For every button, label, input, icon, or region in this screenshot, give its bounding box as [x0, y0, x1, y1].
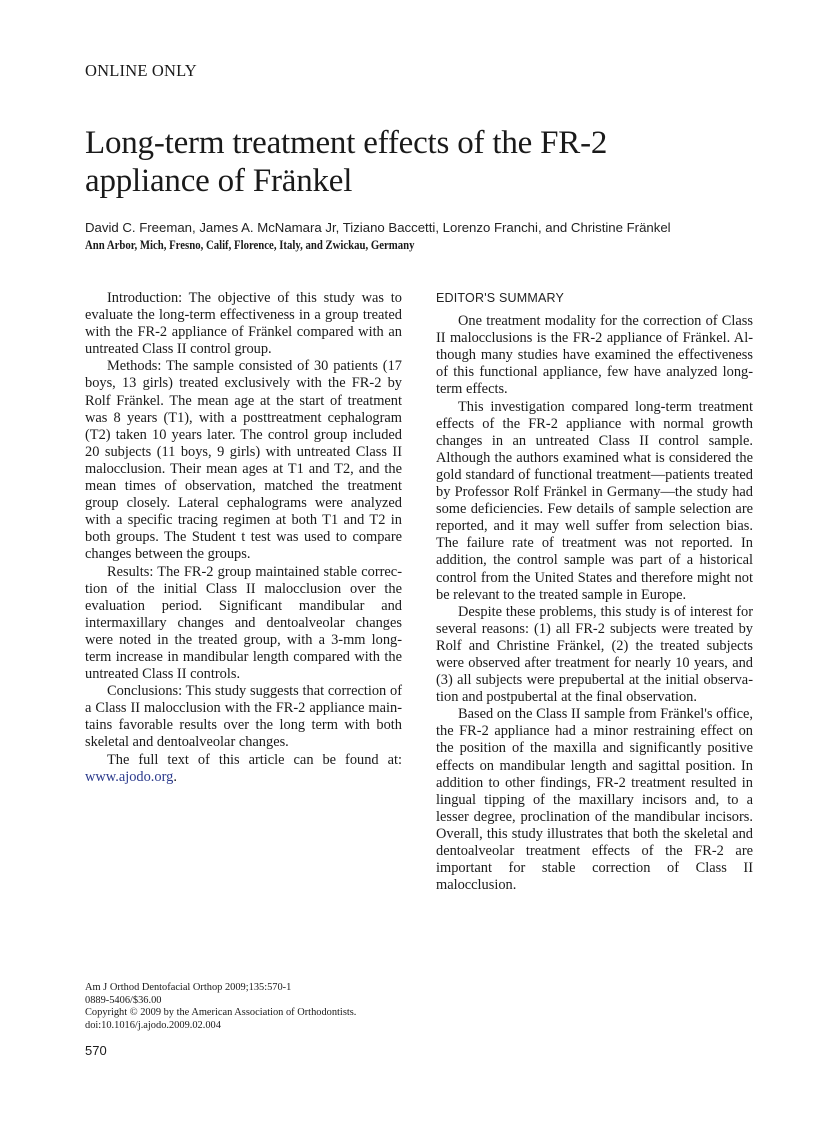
affiliations: Ann Arbor, Mich, Fresno, Calif, Florence, Italy, and Zwickau, Germany: [85, 238, 415, 252]
title-line-1: Long-term treatment effects of the FR-2: [85, 125, 608, 161]
journal-citation: Am J Orthod Dentofacial Orthop 2009;135:570-1: [85, 982, 292, 993]
section-label: ONLINE ONLY: [85, 61, 197, 80]
issn-price: 0889-5406/$36.00: [85, 994, 162, 1006]
page-number: 570: [85, 1043, 107, 1058]
abstract-results: Results: The FR-2 group maintained stable correction of the initial Class II malocclusion over the evaluation period. Significant mandibular and intermaxillary changes and dentoalveolar changes were noted in the treated group, with a 3-mm long-term increase in mandibular length compared with the untreated Class II controls.: [85, 563, 402, 683]
article-title: [85, 124, 785, 200]
abstract-conclusions: Conclusions: This study suggests that correction of a Class II malocclusion with the FR-2 appliance maintains favorable results over the long term with both skeletal and dentoalveolar changes.: [85, 683, 402, 751]
summary-paragraph: Based on the Class II sample from Fränkel's office, the FR-2 appliance had a minor restraining effect on the position of the maxilla and significantly positive effects on mandibular length and sagittal position. In addition to other findings, FR-2 treatment resulted in lingual tipping of the maxillary incisors and, to a lesser degree, proclination of the mandibular incisors. Overall, this study illustrates that both the skeletal and dentoalveolar treatment effects of the FR-2 are important for stable correction of Class II malocclusion.: [436, 706, 753, 894]
doi: doi:10.1016/j.ajodo.2009.02.004: [85, 1019, 221, 1031]
citation-footer: [85, 982, 356, 1032]
fulltext-link[interactable]: www.ajodo.org: [85, 768, 174, 785]
summary-paragraph: This investigation compared long-term treatment effects of the FR-2 appliance with normal growth changes in an untreated Class II control sample. Although the authors examined what is considered the gold standard of functional treatment—patients treated by Professor Rolf Fränkel in Germany—the study had some deficiencies. Few details of sample selection are reported, and it may well suffer from selection bias. The failure rate of treatment was not reported. In addition, the control sample was part of a historical control from the United States and therefore might not be relevant to the treated sample in Europe.: [436, 398, 753, 603]
abstract: [85, 290, 402, 786]
abstract-methods: Methods: The sample consisted of 30 patients (17 boys, 13 girls) treated exclusively with the FR-2 by Rolf Fränkel. The mean age at the start of treatment was 8 years (T1), with a posttreatment cephalogram (T2) taken 10 years later. The control group included 20 subjects (11 boys, 9 girls) with untreated Class II malocclusion. Their mean ages at T1 and T2, and the mean times of observation, matched the treatment group closely. Lateral cephalograms were analyzed with a specific tracing regimen at both T1 and T2 in both groups. The Student t test was used to compare changes between the groups.: [85, 358, 402, 563]
copyright-notice: Copyright © 2009 by the American Association of Orthodontists.: [85, 1007, 357, 1019]
fulltext-prefix: The full text of this article can be found at:: [107, 751, 402, 768]
editors-summary-label: EDITOR'S SUMMARY: [436, 291, 565, 305]
editors-summary: [436, 290, 753, 894]
summary-paragraph: Despite these problems, this study is of interest for several reasons: (1) all FR-2 subjects were treated by Rolf and Christine Fränkel, (2) the treated subjects were observed after treatment for nearly 10 years, and (3) all subjects were prepubertal at the initial observation and postpubertal at the final observation.: [436, 603, 753, 706]
fulltext-suffix: .: [173, 768, 177, 785]
summary-paragraph: One treatment modality for the correction of Class II malocclusions is the FR-2 appliance of Fränkel. Although many studies have examined the effectiveness of this functional appliance, few have analyzed long-term effects.: [436, 313, 753, 398]
abstract-introduction: Introduction: The objective of this study was to evaluate the long-term effectiveness in a group treated with the FR-2 appliance of Fränkel compared with an untreated Class II control group.: [85, 290, 402, 358]
abstract-fulltext: [85, 752, 402, 786]
author-list: David C. Freeman, James A. McNamara Jr, Tiziano Baccetti, Lorenzo Franchi, and Christine Fränkel: [85, 220, 671, 235]
title-line-2: appliance of Fränkel: [85, 163, 353, 199]
